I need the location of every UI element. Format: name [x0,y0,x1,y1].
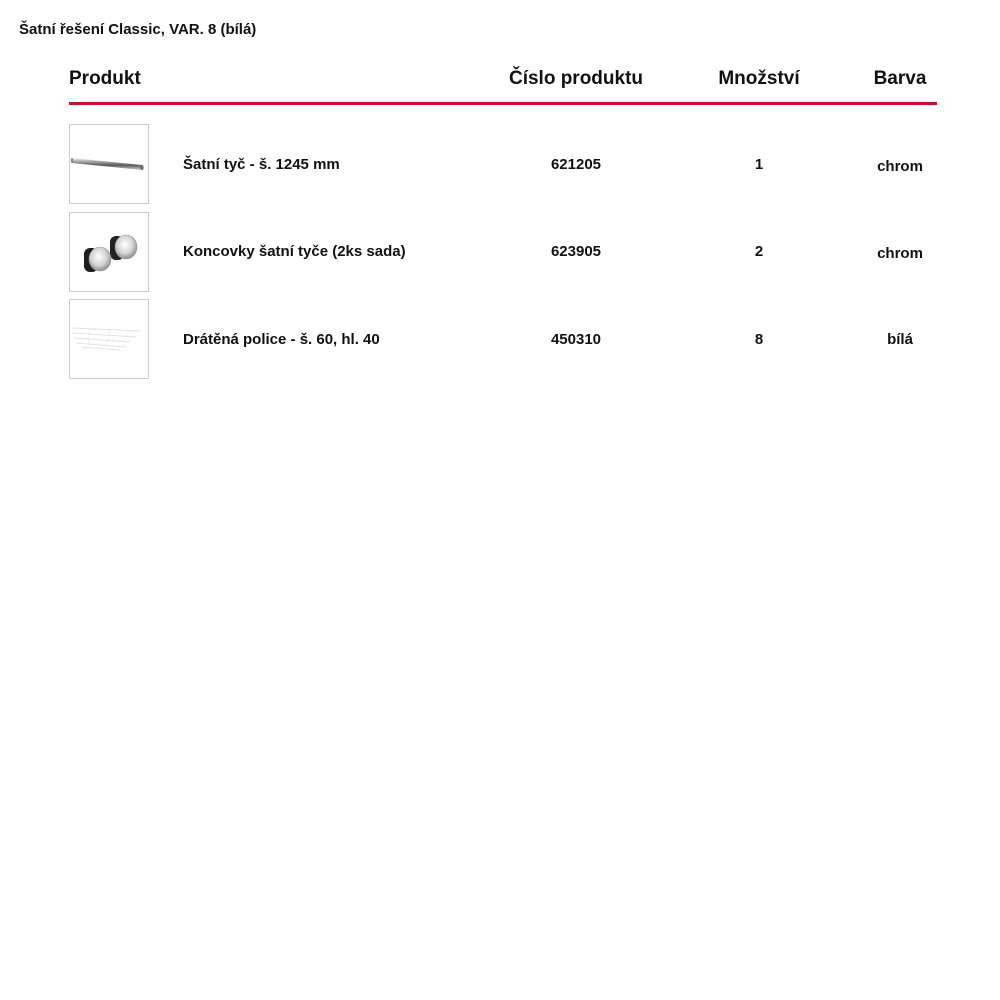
product-name: Šatní tyč - š. 1245 mm [183,156,340,173]
rail-end-caps-image [69,212,149,292]
table-row [69,299,937,381]
column-header-product-number: Číslo produktu [508,68,644,89]
product-color: chrom [877,245,923,262]
header-divider [69,102,937,105]
table-row [69,124,937,206]
product-name: Koncovky šatní tyče (2ks sada) [183,243,406,260]
table-header [69,64,937,100]
page-title: Šatní řešení Classic, VAR. 8 (bílá) [19,21,257,38]
product-quantity: 1 [754,156,764,173]
product-color: bílá [887,331,913,348]
product-number: 621205 [550,156,602,173]
column-header-quantity: Množství [718,68,800,89]
product-number: 450310 [550,331,602,348]
wire-shelf-image [69,299,149,379]
product-name: Drátěná police - š. 60, hl. 40 [183,331,380,348]
product-quantity: 8 [754,331,764,348]
column-header-color: Barva [873,68,927,89]
product-number: 623905 [550,243,602,260]
product-quantity: 2 [754,243,764,260]
column-header-product: Produkt [69,68,141,89]
table-row [69,212,937,294]
clothes-rail-image [69,124,149,204]
product-color: chrom [877,158,923,175]
